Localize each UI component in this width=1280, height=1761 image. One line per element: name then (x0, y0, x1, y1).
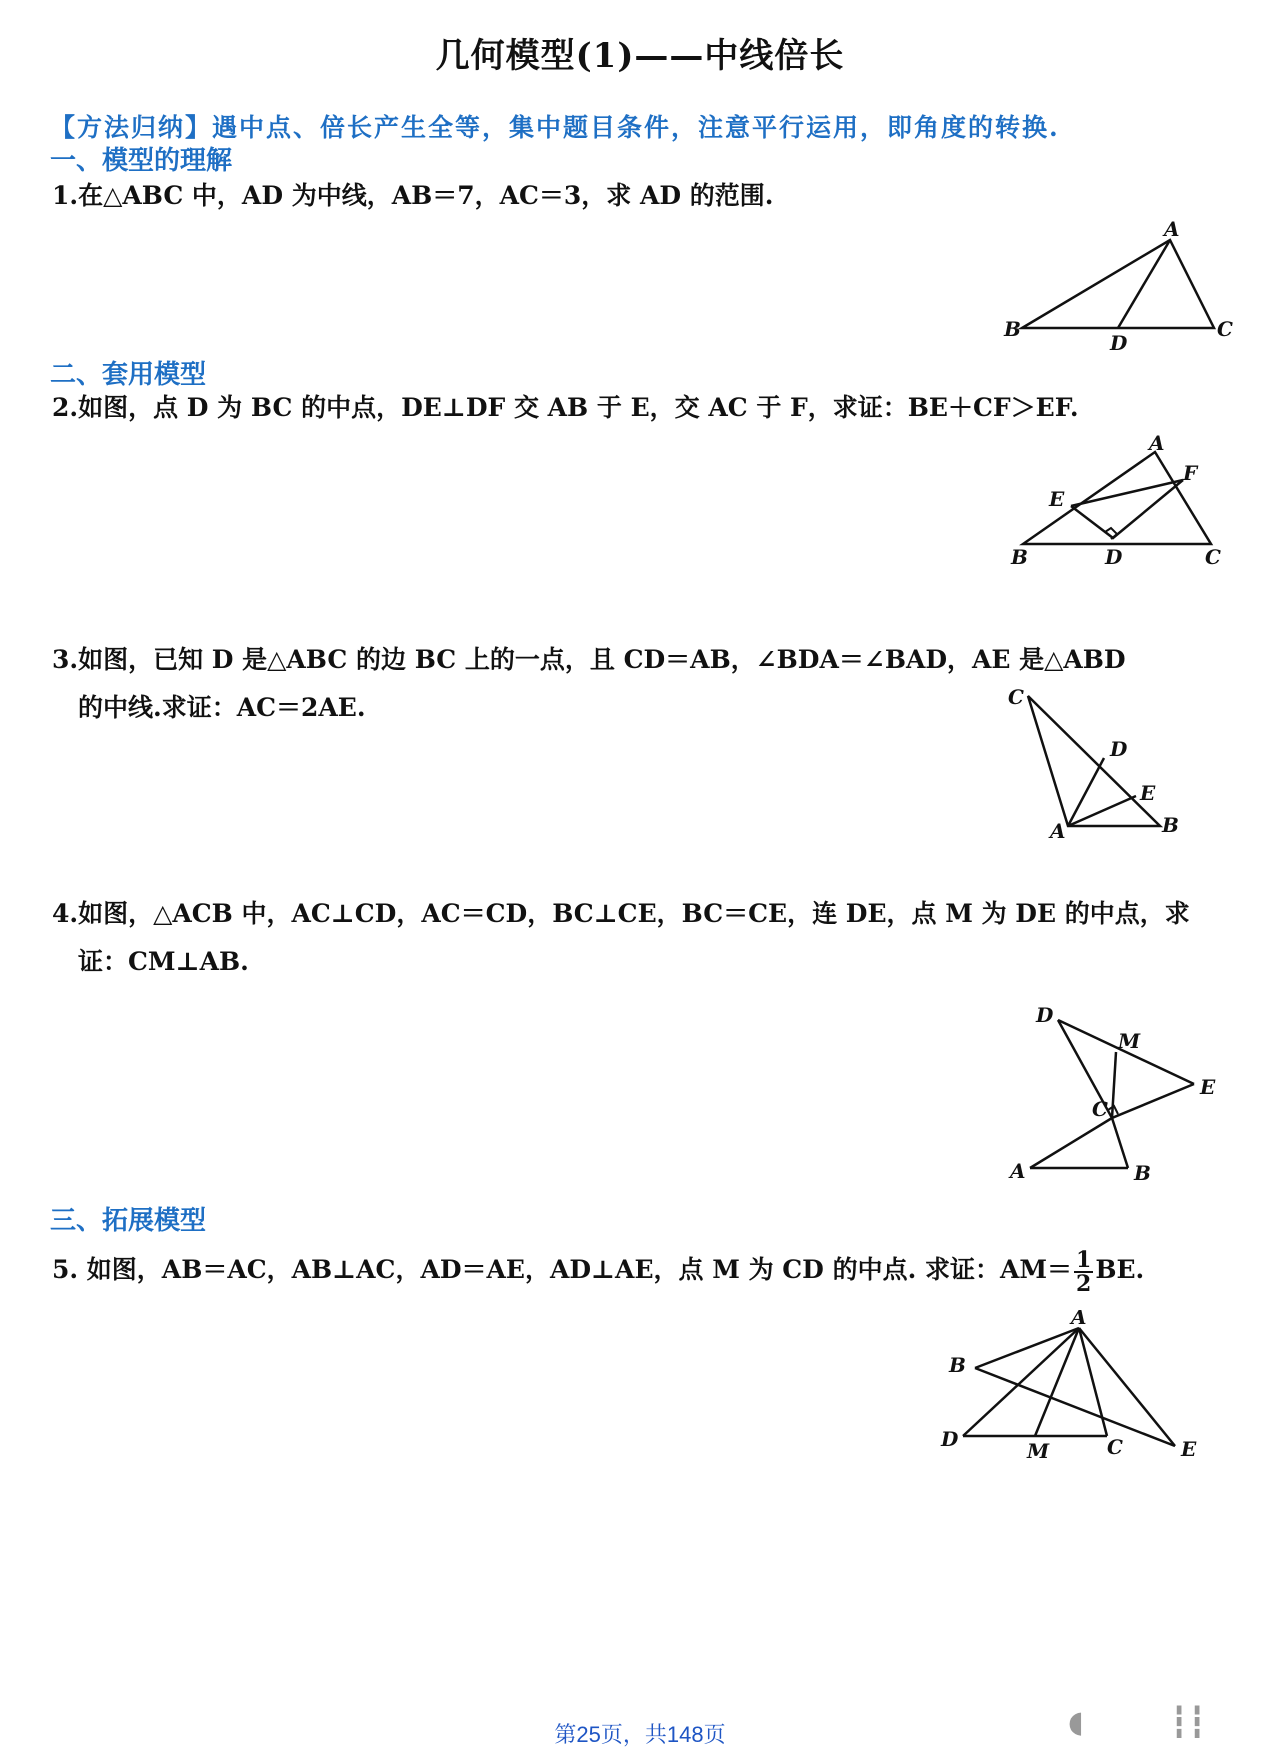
fraction-denominator: 2 (1076, 1270, 1092, 1297)
section-heading-1: 一、模型的理解 (50, 146, 233, 176)
page-title: 几何模型(1)——中线倍长 (435, 36, 845, 76)
label-f: F (1183, 461, 1198, 485)
problem-4 (52, 890, 1190, 986)
problem-3-line-1: 3.如图，已知 D 是△ABC 的边 BC 上的一点，且 CD＝AB，∠BDA＝∠BAD，AE 是△ABD (52, 645, 1126, 674)
label-b: B (1011, 545, 1028, 569)
label-d: D (941, 1427, 959, 1451)
figure-3 (1000, 680, 1215, 855)
label-b: B (1162, 813, 1179, 837)
label-c: C (1205, 545, 1221, 569)
label-a: A (1010, 1159, 1026, 1183)
figure-2 (995, 432, 1240, 577)
fraction-one-half (1074, 1246, 1093, 1297)
label-c: C (1092, 1097, 1108, 1121)
label-d: D (1110, 331, 1128, 355)
segment-be (975, 1368, 1175, 1446)
figure-4 (1000, 1000, 1235, 1190)
label-e: E (1049, 487, 1065, 511)
segment-edf (1071, 480, 1183, 538)
label-e: E (1140, 781, 1156, 805)
section-heading-2: 二、套用模型 (50, 360, 207, 390)
label-b: B (1134, 1161, 1151, 1185)
label-d: D (1036, 1003, 1054, 1027)
section-heading-3: 三、拓展模型 (50, 1206, 207, 1236)
label-e: E (1200, 1075, 1216, 1099)
label-b: B (1004, 317, 1021, 341)
label-a: A (1071, 1310, 1087, 1329)
median-ae (1068, 796, 1136, 826)
scroll-handle-icon[interactable]: ◖ (1068, 1705, 1084, 1740)
problem-3 (52, 636, 1126, 732)
triangle-abc (1022, 240, 1214, 328)
figure-5 (935, 1310, 1235, 1480)
label-b: B (949, 1353, 966, 1377)
label-d: D (1110, 737, 1128, 761)
segment-ad (1068, 758, 1104, 826)
problem-5-text: 5. 如图，AB＝AC，AB⊥AC，AD＝AE，AD⊥AE，点 M 为 CD 的中点. 求证：AM＝ (52, 1255, 1073, 1284)
segment-am (1035, 1328, 1079, 1436)
page-number: 第25页，共148页 (554, 1722, 726, 1747)
label-a: A (1149, 432, 1165, 455)
label-c: C (1008, 685, 1024, 709)
label-m: M (1118, 1029, 1141, 1053)
segment-ab (975, 1328, 1079, 1368)
problem-5 (52, 1246, 1144, 1295)
grip-icon[interactable]: ┇┇ (1170, 1705, 1207, 1740)
fraction-numerator: 1 (1076, 1246, 1092, 1273)
problem-5-suffix: BE. (1095, 1255, 1145, 1284)
median-ad (1118, 240, 1170, 328)
label-c: C (1107, 1435, 1123, 1459)
figure-1 (990, 220, 1240, 355)
label-c: C (1217, 317, 1233, 341)
segment-b-c-e (1112, 1084, 1194, 1168)
method-summary: 【方法归纳】遇中点、倍长产生全等，集中题目条件，注意平行运用，即角度的转换. (50, 113, 1060, 142)
label-d: D (1105, 545, 1123, 569)
problem-4-line-1: 4.如图，△ACB 中，AC⊥CD，AC＝CD，BC⊥CE，BC＝CE，连 DE，点 M 为 DE 的中点，求 (52, 899, 1190, 928)
triangle-abc (1028, 696, 1160, 826)
label-a: A (1050, 819, 1066, 843)
segment-ad (963, 1328, 1079, 1436)
problem-3-line-2: 的中线.求证：AC＝2AE. (78, 693, 366, 722)
label-m: M (1027, 1439, 1050, 1463)
label-e: E (1181, 1437, 1197, 1461)
problem-1: 1.在△ABC 中，AD 为中线，AB＝7，AC＝3，求 AD 的范围. (52, 181, 774, 210)
segment-a-c-d (1030, 1020, 1112, 1168)
problem-2: 2.如图，点 D 为 BC 的中点，DE⊥DF 交 AB 于 E，交 AC 于 F，求证：BE＋CF＞EF. (52, 393, 1079, 422)
label-a: A (1164, 220, 1180, 241)
problem-4-line-2: 证：CM⊥AB. (78, 947, 249, 976)
